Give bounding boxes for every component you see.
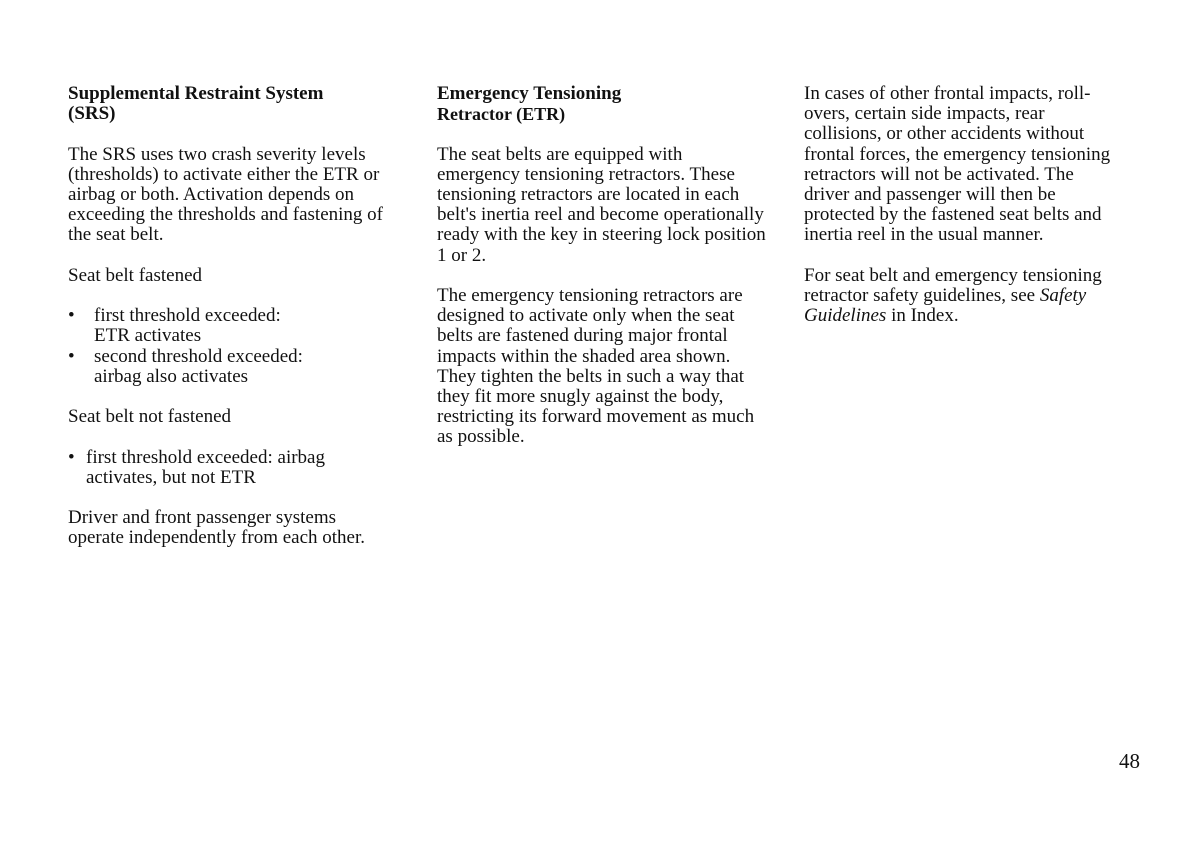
- list-item: [68, 448, 408, 488]
- safety-guidelines-reference: Safety Guidelines: [804, 285, 1087, 327]
- seat-belt-not-fastened-label: Seat belt not fastened: [68, 406, 232, 428]
- list-item-line1: second threshold exceeded:: [94, 345, 303, 367]
- fastened-bullet-list: [68, 306, 408, 387]
- etr-paragraph-1: The seat belts are equipped with emergency tensioning retractors. These tensioning retractors are located in each belt's inertia reel and become operationally ready with the key in steering lock position 1 or 2.: [437, 143, 766, 266]
- not-fastened-bullet-list: [68, 448, 408, 488]
- list-item-line2: activates, but not ETR: [86, 466, 256, 488]
- etr-heading: [437, 84, 782, 124]
- safety-guidelines-text-after: in Index.: [886, 305, 959, 327]
- srs-heading-line2: (SRS): [68, 103, 116, 125]
- srs-closing-paragraph: Driver and front passenger systems operate independently from each other.: [68, 507, 366, 549]
- etr-heading-line1: Emergency Tensioning: [437, 83, 622, 104]
- bullet-icon: •: [68, 446, 75, 468]
- etr-continued-paragraph-1: In cases of other frontal impacts, roll-overs, certain side impacts, rear collisions, or other accidents without frontal forces, the emergency tensioning retractors will not be activated. The driver and passenger will then be protected by the fastened seat belts and inertia reel in the usual manner.: [804, 83, 1111, 246]
- list-item-line1: first threshold exceeded: airbag: [86, 446, 325, 468]
- list-item-line2: ETR activates: [94, 325, 202, 347]
- etr-continued-column: [804, 84, 1149, 326]
- list-item-line1: first threshold exceeded:: [94, 305, 281, 327]
- etr-paragraph-2: The emergency tensioning retractors are designed to activate only when the seat belts are fastened during major frontal impacts within the shaded area shown. They tighten the belts in such a way that they fit more snugly against the body, restricting its forward movement as much as possible.: [437, 285, 755, 448]
- list-item: [68, 306, 408, 346]
- etr-column: [437, 84, 782, 448]
- bullet-icon: •: [68, 345, 75, 367]
- srs-heading-line1: Supplemental Restraint System: [68, 83, 324, 104]
- safety-guidelines-paragraph: [804, 266, 1126, 327]
- etr-heading-line2: Retractor (ETR): [437, 104, 566, 125]
- page-number: 48: [1119, 749, 1140, 773]
- srs-intro-paragraph: The SRS uses two crash severity levels (thresholds) to activate either the ETR or airbag or both. Activation depends on exceeding the thresholds and fastening of the seat belt.: [68, 143, 383, 246]
- seat-belt-fastened-label: Seat belt fastened: [68, 264, 203, 286]
- srs-heading: [68, 84, 408, 124]
- list-item: [68, 347, 408, 387]
- srs-column: [68, 84, 408, 549]
- bullet-icon: •: [68, 305, 75, 327]
- list-item-line2: airbag also activates: [94, 365, 249, 387]
- safety-guidelines-text-before: For seat belt and emergency tensioning retractor safety guidelines, see: [804, 264, 1102, 307]
